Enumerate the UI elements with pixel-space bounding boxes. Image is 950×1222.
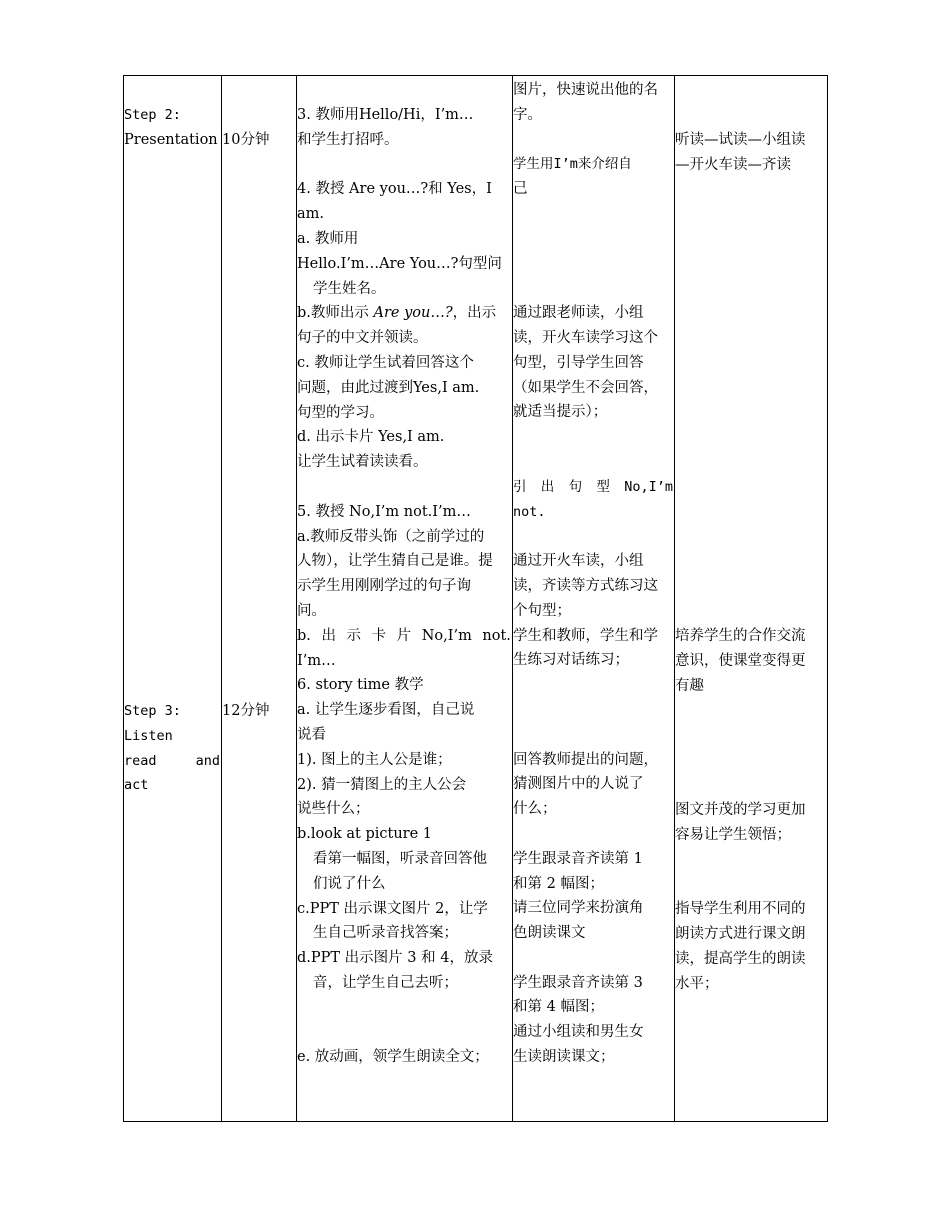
student-line: 什么；: [513, 801, 557, 818]
column-divider-1: [221, 75, 222, 1122]
time-step3: [222, 699, 295, 724]
activity-line: 句子的中文并领读。: [297, 330, 428, 347]
spacer: [513, 946, 673, 971]
activity-text: b.教师出示: [297, 305, 374, 322]
spacer: [513, 450, 673, 475]
student-line: 句型，引导学生回答: [513, 354, 644, 371]
table-border-right: [827, 75, 828, 1122]
design-intent-step2: [675, 128, 826, 178]
activity-line: 示学生用刚刚学过的句子询: [297, 578, 471, 595]
spacer: [675, 848, 826, 873]
student-word: 句: [568, 478, 583, 495]
spacer: [513, 276, 673, 301]
intent-line: 指导学生利用不同的: [675, 901, 806, 918]
activity-line: [297, 301, 511, 326]
student-line: 请三位同学来扮演角: [513, 900, 644, 917]
activity-line: a.教师反带头饰（之前学过的: [297, 528, 485, 545]
activity-line: 让学生试着读读看。: [297, 454, 428, 471]
activity-word: 卡: [371, 627, 387, 644]
activity-line: 学生姓名。: [313, 280, 386, 297]
spacer: [675, 872, 826, 897]
table-border-bottom: [123, 1121, 828, 1122]
teacher-activity-column: [297, 103, 511, 1070]
activity-line: 看第一幅图，听录音回答他: [313, 850, 487, 867]
activity-line: Hello.I’m…Are You…?句型问: [297, 255, 502, 272]
student-line: 字。: [513, 106, 542, 123]
student-word: 出: [540, 478, 555, 495]
activity-line: c.PPT 出示课文图片 2，让学: [297, 900, 488, 917]
step3-name-line1: Listen: [124, 727, 173, 744]
table-border-left: [123, 75, 124, 1122]
intent-line: 水平；: [675, 975, 719, 992]
spacer: [513, 673, 673, 698]
intent-line: 图文并茂的学习更加: [675, 802, 806, 818]
time-step2-text: 10分钟: [222, 132, 270, 148]
student-line: 通过跟老师读，小组: [513, 305, 644, 322]
spacer: [513, 128, 673, 153]
spacer: [513, 425, 673, 450]
spacer: [297, 153, 511, 178]
student-line: [513, 475, 673, 500]
activity-line: 句型的学习。: [297, 404, 384, 421]
activity-italic-text: Are you…?: [373, 305, 453, 322]
intent-line: 听读—试读—小组读: [675, 132, 806, 148]
activity-line: b.look at picture 1: [297, 826, 433, 843]
intent-line: 读，提高学生的朗读: [675, 950, 806, 967]
student-line: 和第 4 幅图；: [513, 999, 604, 1016]
activity-word: 示: [346, 627, 362, 644]
student-line: 通过小组读和男生女: [513, 1024, 644, 1041]
student-line: 回答教师提出的问题，: [513, 751, 658, 768]
intent-line: 朗读方式进行课文朗: [675, 925, 806, 942]
step3-name-line3: act: [124, 777, 149, 794]
activity-line: 问。: [297, 602, 326, 619]
student-line: 学生用I’m来介绍自: [513, 156, 632, 173]
spacer: [513, 822, 673, 847]
step2-name: Presentation: [124, 131, 218, 148]
design-intent-dialogue: [675, 624, 826, 698]
intent-line: 容易让学生领悟；: [675, 826, 791, 843]
student-line: 猜测图片中的人说了: [513, 776, 644, 793]
activity-line: I’m…: [297, 652, 336, 669]
spacer: [297, 1020, 511, 1045]
activity-line: e. 放动画，领学生朗读全文；: [297, 1049, 489, 1066]
step3-name-line2: [124, 749, 220, 774]
intent-line: 培养学生的合作交流: [675, 628, 806, 644]
step3-word-and: and: [195, 752, 220, 769]
activity-line: 5. 教授 No,I’m not.I’m…: [297, 503, 471, 520]
step3-word-read: read: [124, 752, 157, 769]
intent-line: 有趣: [675, 677, 704, 694]
student-line: 图片，快速说出他的名: [513, 82, 658, 98]
activity-word: b.: [297, 627, 311, 644]
student-line: 读，齐读等方式练习这: [513, 577, 658, 594]
activity-line: 1). 图上的主人公是谁；: [297, 751, 452, 768]
activity-line: am.: [297, 206, 325, 223]
student-word: 引: [513, 478, 527, 495]
activity-line: 说看: [297, 726, 326, 743]
student-line: 就适当提示）；: [513, 404, 608, 421]
activity-word: not.: [482, 627, 511, 644]
spacer: [513, 252, 673, 277]
activity-line: 人物），让学生猜自己是谁。提: [297, 553, 493, 570]
student-activity-column: [513, 78, 673, 1070]
activity-line: 问题，由此过渡到Yes,I am.: [297, 379, 480, 396]
activity-line: 3. 教师用Hello/Hi，I’m…: [297, 107, 474, 123]
activity-line: a. 教师用: [297, 230, 359, 247]
student-line: 学生跟录音齐读第 3: [513, 974, 643, 991]
student-line: 生练习对话练习；: [513, 652, 629, 669]
spacer: [513, 227, 673, 252]
spacer: [513, 723, 673, 748]
table-border-top: [123, 75, 828, 76]
time-step2: [222, 128, 295, 153]
student-line: 和第 2 幅图；: [513, 875, 604, 892]
student-line: 生读朗读课文；: [513, 1049, 615, 1066]
spacer: [513, 202, 673, 227]
step2-label: Step 2:: [124, 107, 181, 123]
activity-text: ，出示: [452, 305, 497, 322]
spacer: [513, 698, 673, 723]
activity-line: c. 教师让学生试着回答这个: [297, 354, 474, 371]
student-line: 学生跟录音齐读第 1: [513, 850, 643, 867]
step3-cell: [124, 699, 220, 798]
student-line: （如果学生不会回答，: [513, 379, 658, 396]
student-line: not.: [513, 503, 546, 520]
activity-line: 说些什么；: [297, 801, 370, 818]
activity-word: 出: [321, 627, 336, 644]
activity-line: 们说了什么: [313, 875, 386, 892]
student-word: 型: [596, 478, 610, 495]
student-line: 色朗读课文: [513, 925, 586, 942]
student-line: 通过开火车读，小组: [513, 553, 644, 570]
step-column: [124, 103, 220, 153]
time-step3-text: 12分钟: [222, 703, 270, 719]
activity-line: 和学生打招呼。: [297, 131, 399, 148]
activity-line: 2). 猜一猜图上的主人公会: [297, 776, 467, 793]
spacer: [513, 524, 673, 549]
activity-line: 4. 教授 Are you…?和 Yes，I: [297, 181, 492, 198]
student-line: 己: [513, 181, 528, 198]
student-word: No,I’m: [624, 478, 673, 495]
design-intent-story: [675, 798, 826, 996]
activity-line: d. 出示卡片 Yes,I am.: [297, 429, 445, 446]
activity-line: [297, 624, 511, 649]
activity-line: 音，让学生自己去听；: [313, 974, 458, 991]
spacer: [297, 996, 511, 1021]
student-line: 学生和教师，学生和学: [513, 627, 658, 644]
student-line: 个句型；: [513, 602, 571, 619]
activity-word: 片: [396, 627, 412, 644]
activity-line: d.PPT 出示图片 3 和 4，放录: [297, 950, 493, 967]
activity-word: No,I’m: [421, 627, 472, 644]
student-line: 读，开火车读学习这个: [513, 329, 658, 346]
activity-line: 6. story time 教学: [297, 677, 424, 694]
activity-line: a. 让学生逐步看图，自己说: [297, 702, 475, 719]
spacer: [297, 475, 511, 500]
intent-line: —开火车读—齐读: [675, 156, 791, 173]
intent-line: 意识，使课堂变得更: [675, 652, 806, 669]
activity-line: 生自己听录音找答案；: [313, 925, 458, 942]
step3-label: Step 3:: [124, 703, 181, 719]
